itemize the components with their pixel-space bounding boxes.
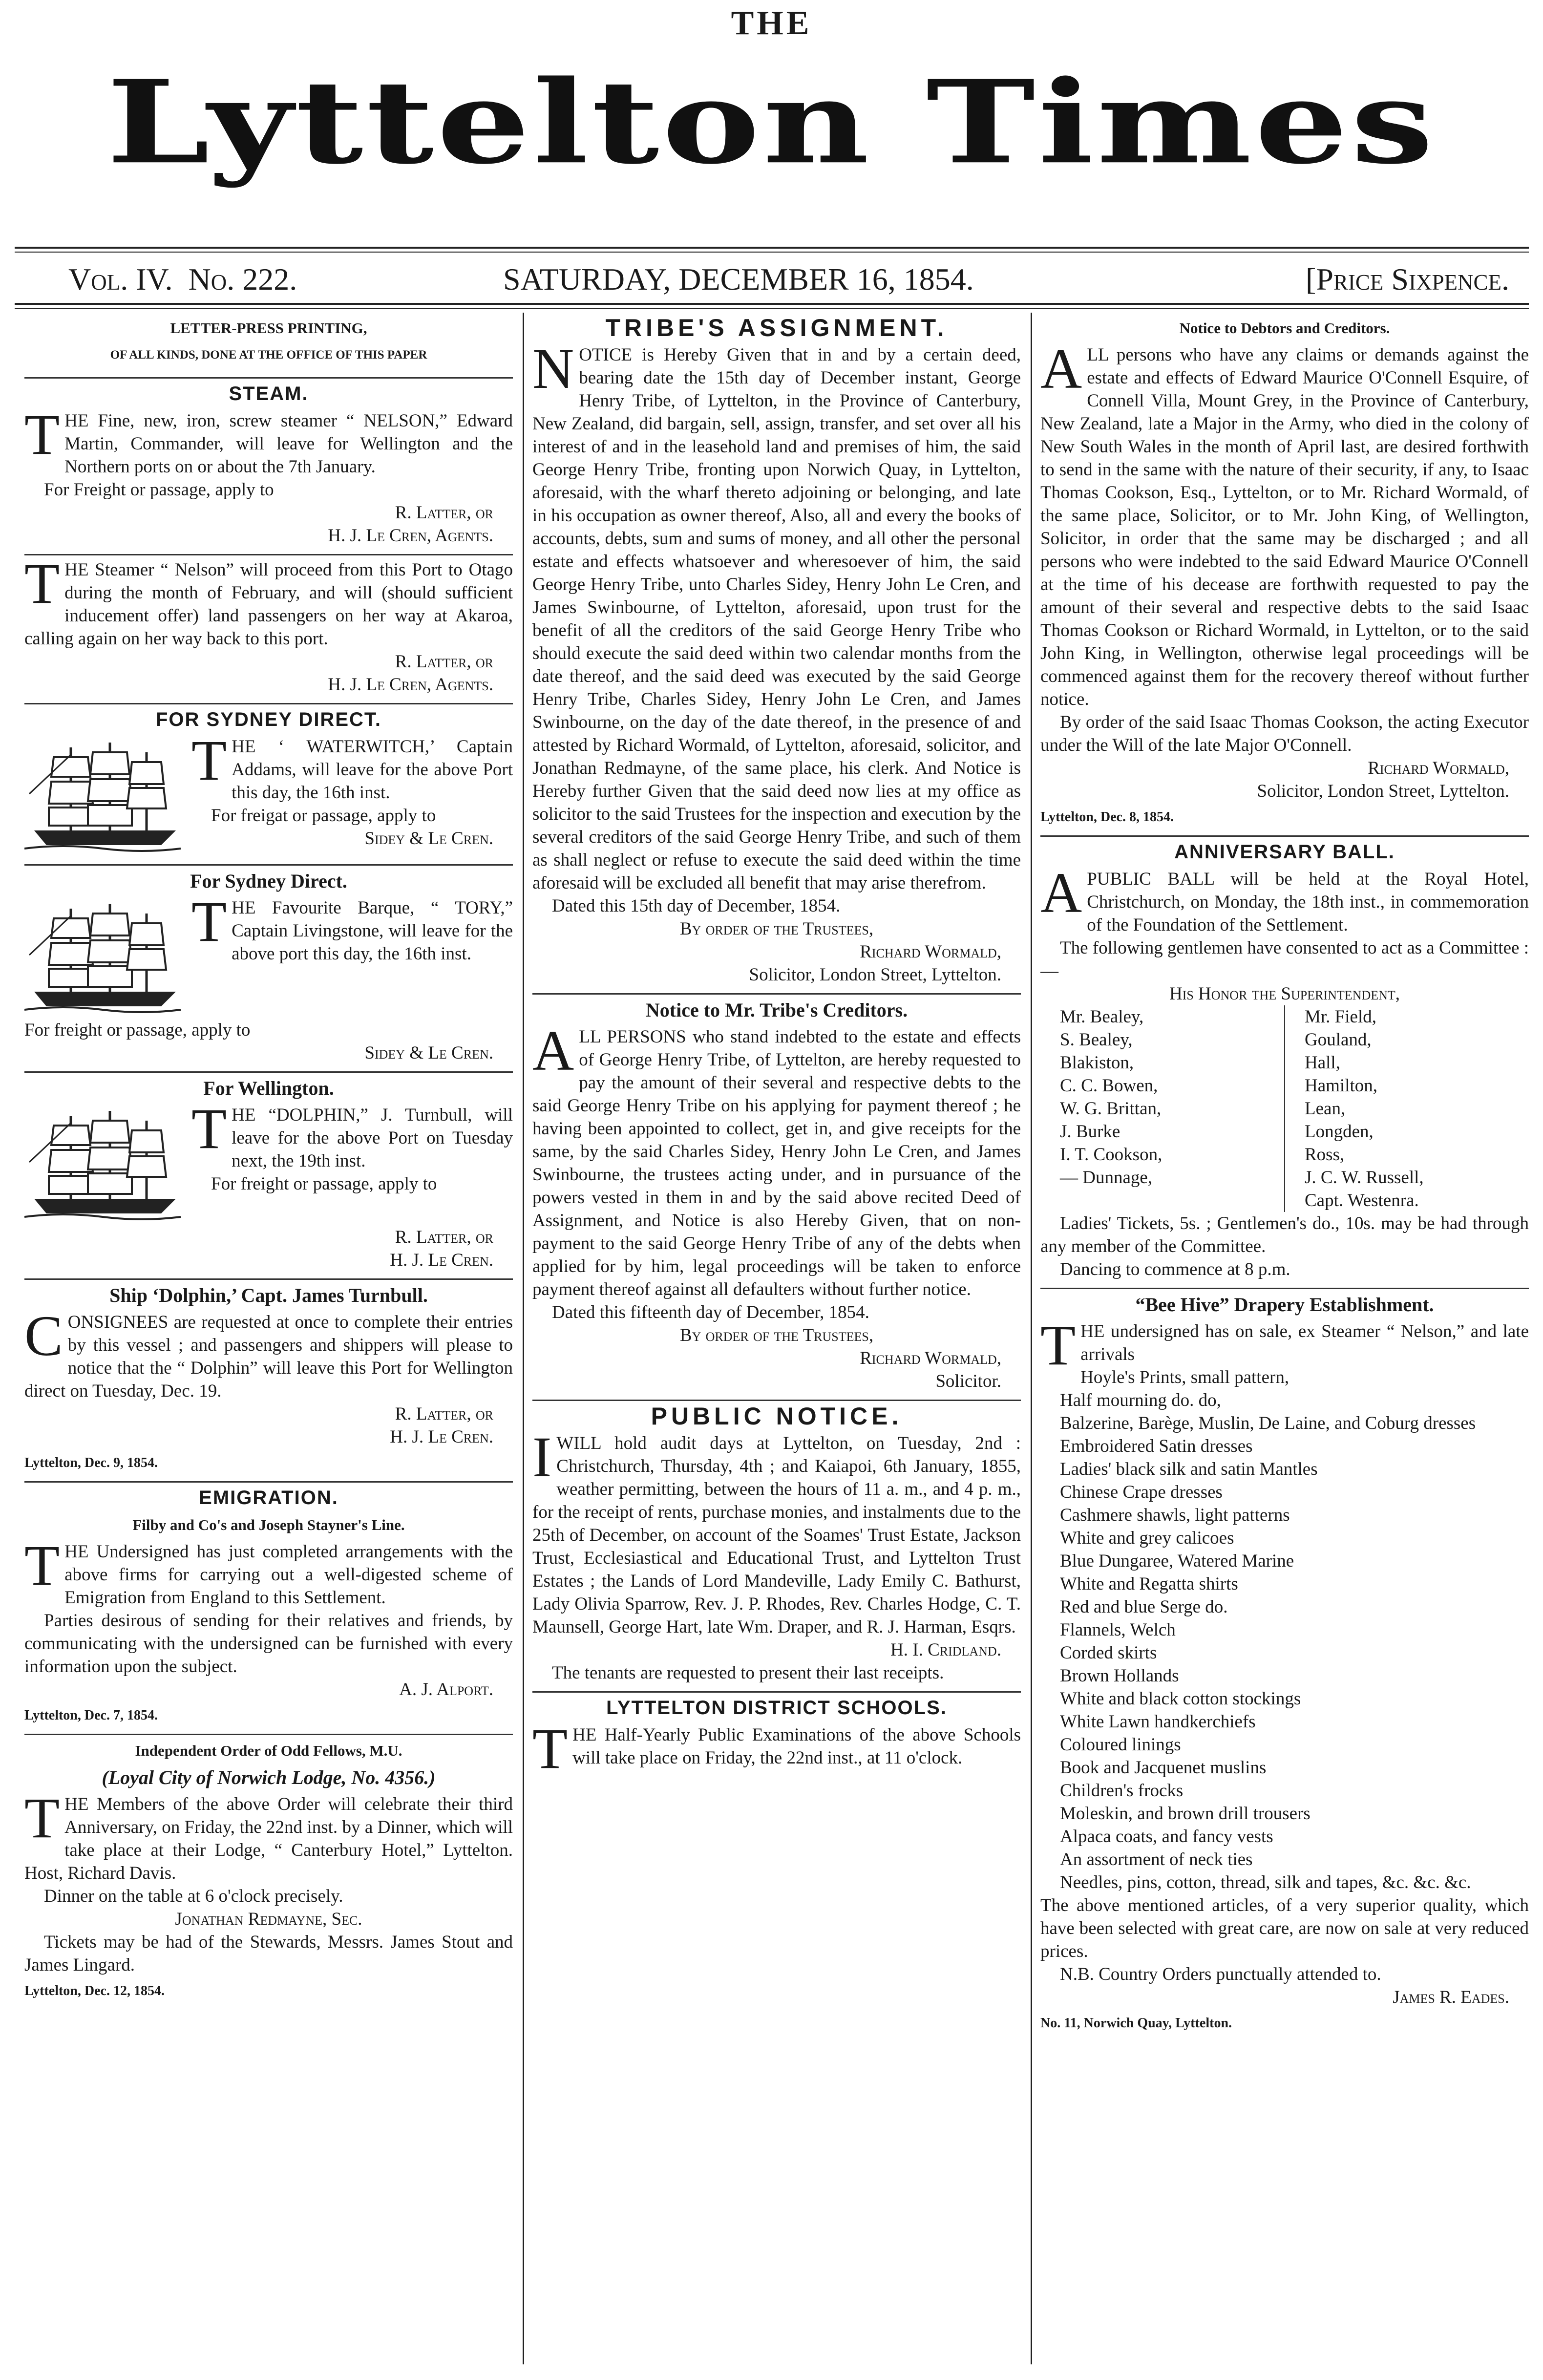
ball-body: APUBLIC BALL will be held at the Royal Hotel, Christchurch, on Monday, the 18th inst., in commemoration of the Foundation of the Settlement.	[1040, 861, 1529, 935]
list-item: Moleskin, and brown drill trousers	[1060, 1804, 1310, 1824]
steam-ad	[24, 382, 513, 555]
tribe-body: NOTICE is Hereby Given that in and by a certain deed, bearing date the 15th day of December instant, George Henry Tribe, of Lyttelton, in the Province of Canterbury, New Zealand, did bargain, sell, assign, transfer, and set over all his interest of and in the leasehold land and premises of him, the said George Henry Tribe, fronting upon Norwich Quay, in Lyttelton, aforesaid, with the wharf thereto adjoining or belonging, and late in his occupation as owner thereof, Also, all and every the books of accounts, debts, sum and sums of money, and all other the personal estate and effects whatsoever and wheresoever of him, the said George Henry Tribe, unto Charles Sidey, Henry John Le Cren, and James Swinbourne, of Lyttelton, aforesaid, upon trust for the benefit of all the creditors of the said George Henry Tribe who should execute the said deed within two calendar months from the date thereof, and the said deed was executed by the said George Henry Tribe, Charles Sidey, Henry John Le Cren, and James Swinbourne, on the day of the date thereof, in the presence of and attested by Richard Wormald, of Lyttelton, aforesaid, solicitor, and Jonathan Redmayne, of the same place, his clerk. And Notice is Hereby further Given that the said deed now lies at my office as solicitor to the said Trustees for the inspection and execution by the several creditors of the said George Henry Tribe, and such of them as shall neglect or refuse to execute the said deed within the time aforesaid will be excluded all benefit that may arise therefrom.	[532, 337, 1021, 893]
tribe-sig: Richard Wormald,	[860, 942, 1001, 962]
list-item: Embroidered Satin dresses	[1060, 1436, 1253, 1456]
dolphin-ad	[24, 1077, 513, 1280]
schools-title: LYTTELTON DISTRICT SCHOOLS.	[606, 1697, 947, 1719]
consignees-ad	[24, 1284, 513, 1483]
tory-title: For Sydney Direct.	[190, 870, 347, 892]
consignees-title: Ship ‘Dolphin,’ Capt. James Turnbull.	[109, 1284, 428, 1306]
committee-name: J. C. W. Russell,	[1305, 1168, 1424, 1188]
list-item: White and grey calicoes	[1060, 1528, 1234, 1548]
sailing-ship-icon	[24, 896, 186, 1019]
beehive-nb: N.B. Country Orders punctually attended to.	[1060, 1964, 1381, 1984]
oddfellows-date: Lyttelton, Dec. 12, 1854.	[24, 1983, 165, 1998]
dolphin-apply: For freight or passage, apply to	[211, 1174, 437, 1194]
debtors-date: Lyttelton, Dec. 8, 1854.	[1040, 809, 1174, 825]
list-item: Corded skirts	[1060, 1643, 1157, 1663]
list-item: An assortment of neck ties	[1060, 1849, 1253, 1870]
committee-name: W. G. Brittan,	[1060, 1099, 1162, 1119]
list-item: Ladies' black silk and satin Mantles	[1060, 1459, 1318, 1479]
newspaper-title: Lyttelton Times	[106, 55, 1437, 190]
dateline-rule-thin	[15, 308, 1529, 309]
committee-name: Lean,	[1305, 1099, 1346, 1119]
committee-right	[1284, 1005, 1529, 1212]
committee-name: Longden,	[1305, 1122, 1374, 1142]
tory-apply: For freight or passage, apply to	[24, 1020, 251, 1040]
emigration-body: THE Undersigned has just completed arrangements with the above firms for carrying out a well-digested scheme of Emigration from England to this Settlement.	[24, 1533, 513, 1608]
ball-committee-list	[1040, 1005, 1529, 1212]
nelson-ad	[24, 552, 513, 704]
committee-name: Blakiston,	[1060, 1053, 1134, 1073]
steam-title: STEAM.	[229, 383, 309, 404]
nelson-sig-2: H. J. Le Cren, Agents.	[328, 675, 493, 695]
list-item: Half mourning do. do,	[1060, 1390, 1221, 1410]
waterwitch-apply: For freigat or passage, apply to	[211, 806, 436, 826]
beehive-intro: THE undersigned has on sale, ex Steamer “ Nelson,” and late arrivals	[1040, 1313, 1529, 1377]
list-item: Red and blue Serge do.	[1060, 1597, 1228, 1617]
ball-ad	[1040, 841, 1529, 1289]
creditors-body: ALL PERSONS who stand indebted to the estate and effects of George Henry Tribe, of Lyttelton, are hereby requested to pay the amount of their several and respective debts to the said George Henry Tribe on his applying for payment thereof ; he having been appointed to collect, get in, and give receipts for the same, by the said Charles Sidey, Henry John Le Cren, and James Swinbourne, the trustees acting under, and in pursuance of the powers vested in them in and by the said above recited Deed of Assignment, and Notice is also Hereby Given, that on non-payment to the said George Henry Tribe of any of the debts when applied for by him, legal proceedings will be taken to enforce payment thereof against all defaulters without further notice.	[532, 1019, 1021, 1299]
list-item: Book and Jacquenet muslins	[1060, 1758, 1267, 1778]
list-item: Cashmere shawls, light patterns	[1060, 1505, 1290, 1525]
oddfellows-sig: Jonathan Redmayne, Sec.	[175, 1909, 362, 1929]
public-notice-ad	[532, 1402, 1021, 1693]
tory-body: THE Favourite Barque, “ TORY,” Captain Livingstone, will leave for the above port this day, the 16th inst.	[191, 890, 513, 964]
emigration-body-2: Parties desirous of sending for their relatives and friends, by communicating with the undersigned can be furnished with every information upon the subject.	[24, 1611, 513, 1677]
steam-body: THE Fine, new, iron, screw steamer “ NELSON,” Edward Martin, Commander, will leave for Wellington and the Northern ports on or about the 7th January.	[24, 403, 513, 477]
steam-apply: For Freight or passage, apply to	[44, 480, 274, 500]
beehive-ad	[1040, 1293, 1529, 2041]
list-item: Hoyle's Prints, small pattern,	[1080, 1367, 1289, 1387]
oddfellows-subtitle: (Loyal City of Norwich Lodge, No. 4356.)	[102, 1766, 436, 1788]
beehive-address: No. 11, Norwich Quay, Lyttelton.	[1040, 2016, 1232, 2031]
debtors-sig-2: Solicitor, London Street, Lyttelton.	[1257, 781, 1509, 801]
nelson-sig-1: R. Latter, or	[395, 652, 493, 672]
printing-ad	[24, 317, 513, 379]
dolphin-body: THE “DOLPHIN,” J. Turnbull, will leave for the above Port on Tuesday next, the 19th inst.	[191, 1097, 513, 1171]
steam-sig-1: R. Latter, or	[395, 503, 493, 523]
ball-tickets: Ladies' Tickets, 5s. ; Gentlemen's do., 10s. may be had through any member of the Committee.	[1040, 1213, 1529, 1256]
waterwitch-sig: Sidey & Le Cren.	[364, 829, 493, 849]
committee-name: Hall,	[1305, 1053, 1340, 1073]
committee-name: Mr. Field,	[1305, 1007, 1376, 1027]
oddfellows-dinner: Dinner on the table at 6 o'clock precisely.	[44, 1886, 343, 1906]
creditors-ad	[532, 999, 1021, 1401]
ball-committee-intro: The following gentlemen have consented to act as a Committee :—	[1040, 938, 1529, 981]
oddfellows-body: THE Members of the above Order will celebrate their third Anniversary, on Friday, the 22nd inst. by a Dinner, which will take place at their Lodge, “ Canterbury Hotel,” Lyttelton. Host, Richard Davis.	[24, 1786, 513, 1883]
list-item: Balzerine, Barège, Muslin, De Laine, and Coburg dresses	[1060, 1413, 1476, 1433]
public-notice-tenants: The tenants are requested to present their last receipts.	[552, 1663, 944, 1683]
debtors-sig: Richard Wormald,	[1368, 758, 1509, 778]
committee-name: Ross,	[1305, 1145, 1345, 1165]
dolphin-sig-1: R. Latter, or	[395, 1227, 493, 1247]
column-2	[532, 313, 1021, 2364]
committee-name: Gouland,	[1305, 1030, 1372, 1050]
committee-name: Mr. Bealey,	[1060, 1007, 1144, 1027]
list-item: Brown Hollands	[1060, 1666, 1179, 1686]
committee-name: S. Bealey,	[1060, 1030, 1133, 1050]
tribe-sig-2: Solicitor, London Street, Lyttelton.	[749, 965, 1001, 985]
emigration-title: EMIGRATION.	[199, 1487, 338, 1509]
committee-name: I. T. Cookson,	[1060, 1145, 1163, 1165]
committee-left	[1040, 1005, 1284, 1212]
debtors-order: By order of the said Isaac Thomas Cookson, the acting Executor under the Will of the late Major O'Connell.	[1040, 712, 1529, 755]
public-notice-title: PUBLIC NOTICE.	[651, 1402, 903, 1430]
creditors-title: Notice to Mr. Tribe's Creditors.	[645, 999, 908, 1021]
creditors-sig: Richard Wormald,	[860, 1348, 1001, 1368]
list-item: White and black cotton stockings	[1060, 1689, 1301, 1709]
creditors-sig-2: Solicitor.	[935, 1371, 1001, 1391]
consignees-date: Lyttelton, Dec. 9, 1854.	[24, 1455, 158, 1470]
dolphin-sig-2: H. J. Le Cren.	[390, 1250, 493, 1270]
committee-name: J. Burke	[1060, 1122, 1120, 1142]
list-item: Chinese Crape dresses	[1060, 1482, 1223, 1502]
tribe-ad	[532, 314, 1021, 995]
public-notice-body: IWILL hold audit days at Lyttelton, on Tuesday, 2nd : Christchurch, Thursday, 4th ; and Kaiapoi, 6th January, 1855, weather permitting, between the hours of 11 a. m., and 4 p. m., for the receipt of rents, purchase monies, and instalments due to the 25th of December, on account of the Soames' Trust Estate, Jackson Trust, Ecclesiastical and Educational Trust, and Lyttelton Trust Estates ; the Lands of Lord Mandeville, Lady Emily C. Bathurst, Lady Olivia Sparrow, Rev. J. P. Rhodes, Rev. Charles Hodge, C. T. Maunsell, George Hart, late Wm. Draper, and R. J. Harman, Esqrs.	[532, 1425, 1021, 1637]
committee-name: Capt. Westenra.	[1305, 1190, 1419, 1211]
schools-body: THE Half-Yearly Public Examinations of the above Schools will take place on Friday, the 22nd inst., at 11 o'clock.	[532, 1717, 1021, 1781]
emigration-subtitle: Filby and Co's and Joseph Stayner's Line.	[132, 1516, 405, 1533]
consignees-body: CONSIGNEES are requested at once to complete their entries by this vessel ; and passengers and shippers will please to notice that the “ Dolphin” will leave this Port for Wellington direct on Tuesday, Dec. 19.	[24, 1304, 513, 1401]
beehive-title: “Bee Hive” Drapery Establishment.	[1135, 1294, 1434, 1316]
tribe-dated: Dated this 15th day of December, 1854.	[552, 896, 841, 916]
tribe-title: TRIBE'S ASSIGNMENT.	[605, 314, 948, 341]
committee-name: Hamilton,	[1305, 1076, 1378, 1096]
nelson-body: THE Steamer “ Nelson” will proceed from this Port to Otago during the month of February, and will (should sufficient inducement offer) land passengers on her way at Akaroa, calling again on her way back to this port.	[24, 552, 513, 649]
schools-ad	[532, 1697, 1021, 1781]
list-item: Flannels, Welch	[1060, 1620, 1176, 1640]
creditors-order: By order of the Trustees,	[679, 1325, 874, 1345]
dolphin-title: For Wellington.	[203, 1077, 334, 1099]
masthead	[0, 0, 1543, 254]
emigration-date: Lyttelton, Dec. 7, 1854.	[24, 1708, 158, 1723]
masthead-the: THE	[731, 4, 812, 42]
emigration-ad	[24, 1487, 513, 1735]
sailing-ship-icon	[24, 735, 186, 857]
masthead-rule-top	[15, 247, 1529, 249]
waterwitch-ad	[24, 708, 513, 866]
tory-sig: Sidey & Le Cren.	[364, 1043, 493, 1063]
beehive-sig: James R. Eades.	[1393, 1987, 1509, 2007]
dateline	[15, 261, 1529, 300]
debtors-body: ALL persons who have any claims or demands against the estate and effects of Edward Maurice O'Connell Esquire, of Connell Villa, Mount Grey, in the Province of Canterbury, New Zealand, late a Major in the Army, who died in the colony of New South Wales in the month of April last, are desired forthwith to send in the same with the nature of their security, if any, to Isaac Thomas Cookson, Esq., Lyttelton, or to Mr. Richard Wormald, of the same place, Solicitor, or to Mr. John King, of Wellington, Solicitor, in order that the same may be discharged ; and all persons who were indebted to the said Edward Maurice O'Connell at the time of his decease are forthwith requested to pay the amount of their several and respective debts to the said Isaac Thomas Cookson or Richard Wormald, in Lyttelton, or to the said John King, in Wellington, otherwise legal proceedings will be commenced against them for the recovery thereof without further notice.	[1040, 337, 1529, 709]
column-separator-1	[523, 313, 524, 2364]
beehive-items	[1040, 1366, 1529, 1894]
list-item: Blue Dungaree, Watered Marine	[1060, 1551, 1294, 1571]
committee-name: C. C. Bowen,	[1060, 1076, 1158, 1096]
list-item: Children's frocks	[1060, 1781, 1184, 1801]
column-1	[24, 313, 513, 2364]
sailing-ship-icon	[24, 1104, 186, 1226]
tory-ad	[24, 870, 513, 1073]
ball-dancing: Dancing to commence at 8 p.m.	[1060, 1259, 1290, 1279]
list-item: Needles, pins, cotton, thread, silk and tapes, &c. &c. &c.	[1060, 1872, 1471, 1892]
list-item: Coloured linings	[1060, 1735, 1181, 1755]
debtors-title: Notice to Debtors and Creditors.	[1179, 319, 1390, 337]
issue-date: SATURDAY, DECEMBER 16, 1854.	[503, 262, 974, 297]
debtors-ad	[1040, 317, 1529, 837]
price: [Price Sixpence.	[1306, 262, 1509, 297]
tribe-order: By order of the Trustees,	[679, 919, 874, 939]
beehive-closing: The above mentioned articles, of a very superior quality, which have been selected with great care, are now on sale at very reduced prices.	[1040, 1895, 1529, 1961]
emigration-sig: A. J. Alport.	[399, 1679, 493, 1700]
column-separator-2	[1031, 313, 1032, 2364]
column-3	[1040, 313, 1529, 2364]
ball-title: ANNIVERSARY BALL.	[1174, 841, 1395, 863]
printing-title: LETTER-PRESS PRINTING,	[170, 319, 367, 337]
oddfellows-tickets: Tickets may be had of the Stewards, Messrs. James Stout and James Lingard.	[24, 1932, 513, 1975]
consignees-sig-2: H. J. Le Cren.	[390, 1427, 493, 1447]
printing-subtitle: OF ALL KINDS, DONE AT THE OFFICE OF THIS PAPER	[110, 348, 427, 361]
public-notice-sig: H. I. Cridland.	[890, 1640, 1001, 1660]
committee-name: — Dunnage,	[1060, 1168, 1153, 1188]
masthead-rule-top-thin	[15, 252, 1529, 253]
volume-number: Vol. IV. No. 222.	[68, 262, 297, 297]
creditors-dated: Dated this fifteenth day of December, 1854.	[552, 1302, 869, 1322]
dateline-rule	[15, 303, 1529, 305]
waterwitch-title: FOR SYDNEY DIRECT.	[156, 709, 381, 730]
list-item: White and Regatta shirts	[1060, 1574, 1238, 1594]
list-item: Alpaca coats, and fancy vests	[1060, 1827, 1273, 1847]
consignees-sig-1: R. Latter, or	[395, 1404, 493, 1424]
oddfellows-ad	[24, 1739, 513, 2009]
waterwitch-body: THE ‘ WATERWITCH,’ Captain Addams, will leave for the above Port this day, the 16th inst.	[191, 728, 513, 803]
oddfellows-title: Independent Order of Odd Fellows, M.U.	[135, 1742, 402, 1759]
list-item: White Lawn handkerchiefs	[1060, 1712, 1256, 1732]
steam-sig-2: H. J. Le Cren, Agents.	[328, 526, 493, 546]
ball-superintendent: His Honor the Superintendent,	[1169, 984, 1400, 1004]
